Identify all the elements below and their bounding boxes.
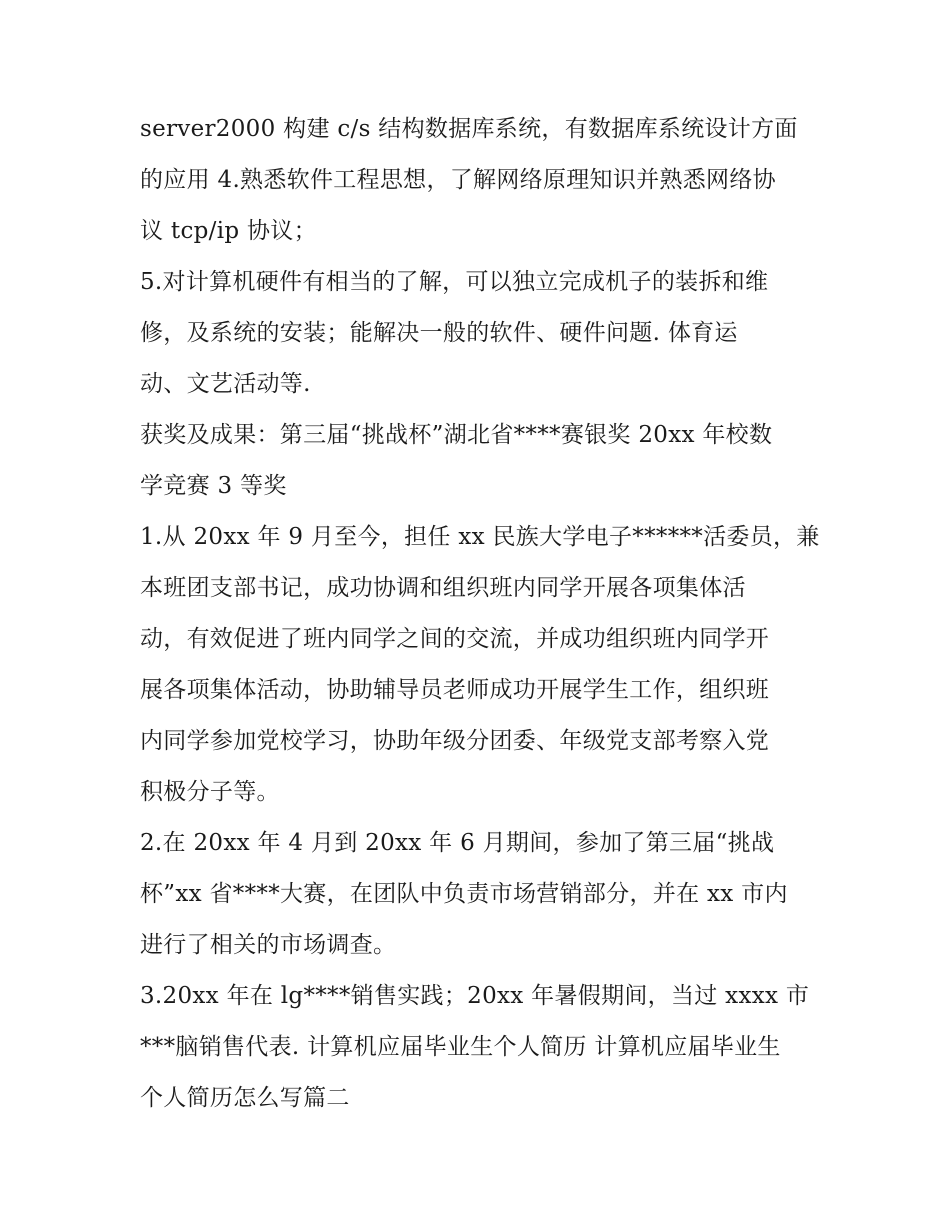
document-body	[140, 104, 820, 1124]
text-line: 5.对计算机硬件有相当的了解，可以独立完成机子的装拆和维	[140, 269, 769, 295]
text-line: 学竞赛 3 等奖	[140, 473, 287, 499]
text-line: ***脑销售代表. 计算机应届毕业生个人简历 计算机应届毕业生	[140, 1034, 781, 1060]
text-line: 动，有效促进了班内同学之间的交流，并成功组织班内同学开	[140, 626, 770, 652]
text-line: 积极分子等。	[140, 779, 280, 805]
text-line: 2.在 20xx 年 4 月到 20xx 年 6 月期间，参加了第三届“挑战	[140, 830, 775, 856]
text-line: 进行了相关的市场调查。	[140, 932, 397, 958]
text-line: 动、文艺活动等.	[140, 371, 311, 397]
text-line: 杯”xx 省****大赛，在团队中负责市场营销部分，并在 xx 市内	[140, 881, 788, 907]
text-line: 3.20xx 年在 lg****销售实践；20xx 年暑假期间，当过 xxxx 市	[140, 983, 810, 1009]
text-line: 的应用 4.熟悉软件工程思想，了解网络原理知识并熟悉网络协	[140, 167, 776, 193]
text-line: 展各项集体活动，协助辅导员老师成功开展学生工作，组织班	[140, 677, 770, 703]
text-line: 修，及系统的安装；能解决一般的软件、硬件问题. 体育运	[140, 320, 738, 346]
text-line: 获奖及成果：第三届“挑战杯”湖北省****赛银奖 20xx 年校数	[140, 422, 773, 448]
text-line: 1.从 20xx 年 9 月至今，担任 xx 民族大学电子******活委员，兼	[140, 524, 820, 550]
text-line: 议 tcp/ip 协议；	[140, 218, 317, 244]
text-line: 内同学参加党校学习，协助年级分团委、年级党支部考察入党	[140, 728, 770, 754]
text-line: 个人简历怎么写篇二	[140, 1085, 350, 1111]
text-line: 本班团支部书记，成功协调和组织班内同学开展各项集体活	[140, 575, 746, 601]
text-line: server2000 构建 c/s 结构数据库系统，有数据库系统设计方面	[140, 116, 798, 142]
